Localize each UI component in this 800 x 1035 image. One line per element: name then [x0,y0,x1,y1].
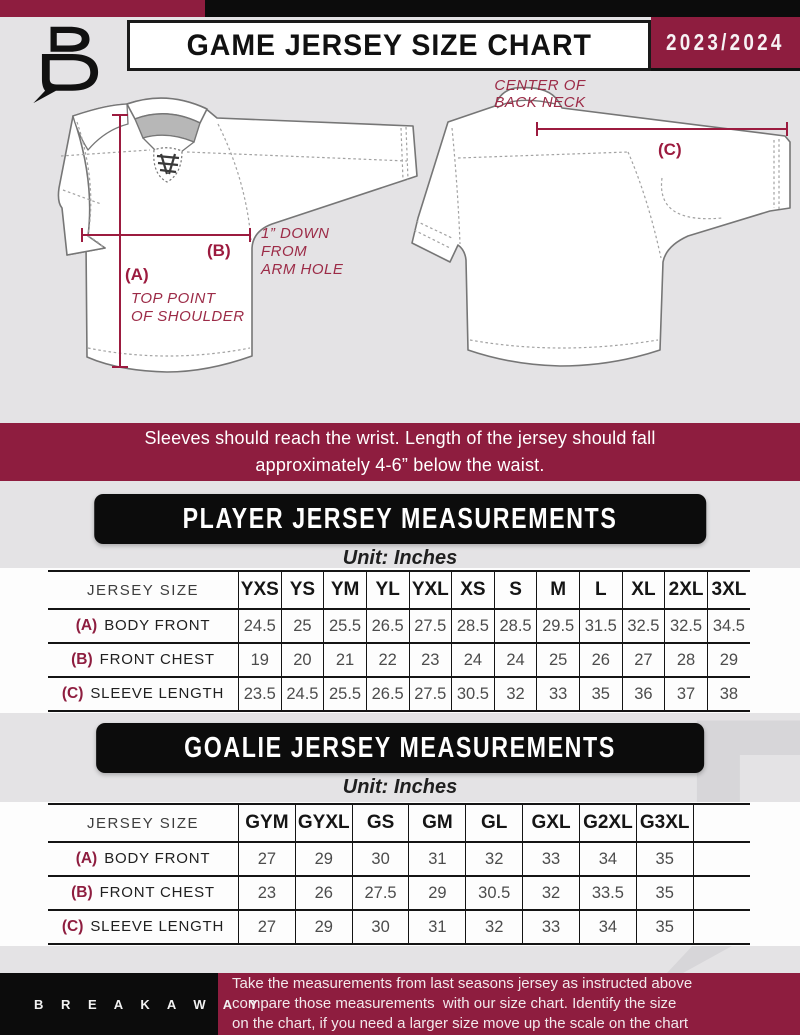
player-measurements-heading: PLAYER JERSEY MEASUREMENTS [182,502,618,535]
measurement-cell: 24 [494,643,537,677]
fit-note-line1: Sleeves should reach the wrist. Length of the jersey should fall [144,428,656,448]
row-name: FRONT CHEST [99,884,215,901]
measurement-cell [693,842,750,876]
measurement-cell: 31 [409,842,466,876]
measurement-cell: 26.5 [366,677,409,711]
measurement-cell: 34.5 [707,609,750,643]
measurement-cell: 29 [409,876,466,910]
measurement-cell: 19 [239,643,282,677]
measurement-cell: 26 [580,643,623,677]
table-row [48,643,750,677]
measurement-cell: 35 [636,842,693,876]
measurement-cell: 26.5 [366,609,409,643]
measurement-cell: 27.5 [409,677,452,711]
note-b-line2: FROM [261,243,308,260]
front-jersey-diagram [55,90,420,425]
measurement-cell: 27.5 [352,876,409,910]
measurement-cell: 23.5 [239,677,282,711]
row-label [48,876,239,910]
measurement-cell: 25.5 [324,609,367,643]
measurement-cell [693,910,750,944]
label-a: (A) [125,265,149,284]
footer-brand-name: B R E A K A W A Y [34,996,265,1012]
size-column-header: 3XL [707,571,750,609]
footer-brand-block [0,973,265,1035]
row-label [48,910,239,944]
row-label [48,609,239,643]
front-laces [157,154,179,174]
table-row [48,910,750,944]
note-b-line3: ARM HOLE [261,261,344,278]
measurement-cell: 25 [281,609,324,643]
measurement-cell: 38 [707,677,750,711]
measurement-cell: 34 [579,842,636,876]
measurement-cell: 24.5 [239,609,282,643]
player-size-table [48,570,750,712]
measurement-cell: 24 [452,643,495,677]
page-title: GAME JERSEY SIZE CHART [186,28,592,62]
measurement-cell: 36 [622,677,665,711]
goalie-unit-label: Unit: Inches [342,776,458,798]
footer [0,973,800,1035]
season-label: 2023/2024 [666,29,785,55]
top-strip-maroon [0,0,205,17]
measurement-cell: 28 [665,643,708,677]
measurement-cell: 26 [295,876,352,910]
measurement-cell: 25.5 [324,677,367,711]
measurement-cell: 29 [707,643,750,677]
measurement-cell: 27.5 [409,609,452,643]
footer-instructions-line2: compare those measurements with our size chart. Identify the size [232,995,677,1012]
size-column-header: G3XL [636,804,693,842]
table-corner-label: JERSEY SIZE [86,814,200,832]
measurement-cell: 20 [281,643,324,677]
measurement-cell: 35 [636,910,693,944]
row-label [48,643,239,677]
size-column-header: GYM [239,804,296,842]
measurement-cell: 23 [409,643,452,677]
note-b-line1: 1” DOWN [261,225,330,242]
measurement-cell: 28.5 [494,609,537,643]
size-column-header: XS [452,571,495,609]
measurement-cell: 32 [523,876,580,910]
measurement-cell: 31 [409,910,466,944]
measurement-cell: 29 [295,842,352,876]
player-measurements-heading-box [94,494,706,544]
note-a-line2: OF SHOULDER [131,308,245,325]
row-letter: (B) [71,884,93,901]
measurement-cell: 30 [352,842,409,876]
row-letter: (C) [61,918,84,935]
measurement-cell: 30 [352,910,409,944]
row-label [48,677,239,711]
fit-note-banner [0,423,800,481]
measurement-cell: 37 [665,677,708,711]
size-column-header: YS [281,571,324,609]
goalie-measurements-heading-box [96,723,704,773]
measurement-cell: 22 [366,643,409,677]
back-jersey-diagram [400,78,795,408]
row-letter: (A) [75,617,98,634]
fit-note-line2: approximately 4-6” below the waist. [255,455,545,475]
size-column-header: GM [409,804,466,842]
measurement-cell: 27 [622,643,665,677]
table-corner-label: JERSEY SIZE [86,581,200,599]
table-row [48,609,750,643]
measurement-cell: 30.5 [466,876,523,910]
measurement-cell: 21 [324,643,367,677]
measurement-cell: 27 [239,910,296,944]
row-letter: (B) [71,651,93,668]
label-c: (C) [658,140,682,159]
size-column-header [693,804,750,842]
size-column-header: YXL [409,571,452,609]
size-column-header: M [537,571,580,609]
note-a-line1: TOP POINT [131,290,216,307]
goalie-measurements-heading: GOALIE JERSEY MEASUREMENTS [184,731,616,764]
table-row [48,842,750,876]
measurement-cell: 33 [523,910,580,944]
size-column-header: GYXL [295,804,352,842]
note-c-line2: BACK NECK [494,94,586,111]
size-column-header: S [494,571,537,609]
measurement-cell: 33.5 [579,876,636,910]
row-name: FRONT CHEST [99,651,215,668]
measurement-cell: 35 [580,677,623,711]
size-column-header: YXS [239,571,282,609]
measurement-cell: 25 [537,643,580,677]
measurement-cell: 28.5 [452,609,495,643]
measurement-cell: 35 [636,876,693,910]
measurement-cell: 32 [466,842,523,876]
row-letter: (C) [61,685,84,702]
measurement-cell: 32 [466,910,523,944]
footer-instructions-line3: on the chart, if you need a larger size move up the scale on the chart [232,1015,689,1032]
footer-instructions [218,973,800,1035]
row-name: SLEEVE LENGTH [90,685,225,702]
table-row [48,677,750,711]
measurement-cell: 32 [494,677,537,711]
size-column-header: YM [324,571,367,609]
goalie-size-table [48,803,750,945]
footer-instructions-line1: Take the measurements from last seasons jersey as instructed above [232,975,693,992]
measurement-cell: 24.5 [281,677,324,711]
title-box [127,20,651,71]
label-b: (B) [207,241,231,260]
measurement-cell: 32.5 [622,609,665,643]
size-column-header: L [580,571,623,609]
row-name: SLEEVE LENGTH [90,918,225,935]
size-column-header: 2XL [665,571,708,609]
row-name: BODY FRONT [104,850,211,867]
measurement-cell: 33 [537,677,580,711]
size-column-header: YL [366,571,409,609]
measurement-cell: 33 [523,842,580,876]
size-column-header: GL [466,804,523,842]
size-column-header: G2XL [579,804,636,842]
size-column-header: GXL [523,804,580,842]
row-label [48,842,239,876]
season-badge [651,17,800,71]
top-strip-black [205,0,800,17]
measurement-cell [693,876,750,910]
measurement-cell: 30.5 [452,677,495,711]
measurement-cell: 29.5 [537,609,580,643]
size-column-header: XL [622,571,665,609]
row-letter: (A) [75,850,98,867]
measurement-cell: 31.5 [580,609,623,643]
size-column-header: GS [352,804,409,842]
measurement-cell: 29 [295,910,352,944]
table-row [48,876,750,910]
note-c-line1: CENTER OF [494,78,586,94]
player-unit-label: Unit: Inches [342,547,458,569]
measurement-cell: 27 [239,842,296,876]
measurement-cell: 23 [239,876,296,910]
measurement-cell: 34 [579,910,636,944]
row-name: BODY FRONT [104,617,211,634]
measurement-cell: 32.5 [665,609,708,643]
